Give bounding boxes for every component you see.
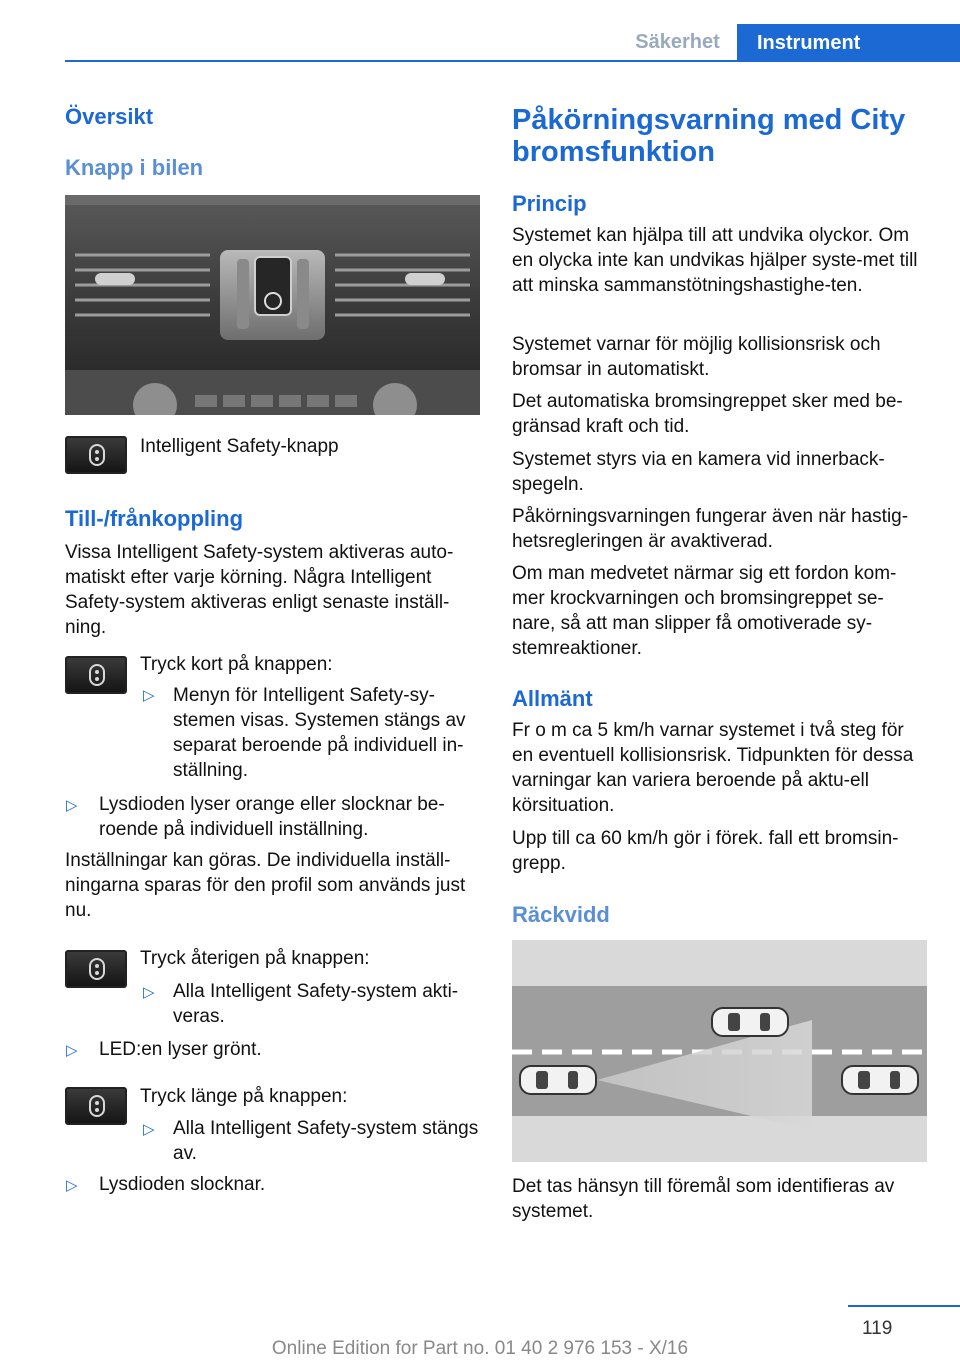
- footer-edition: Online Edition for Part no. 01 40 2 976 153 - X/16: [271, 1338, 689, 1359]
- dashboard-photo: [65, 195, 480, 415]
- header-chapter-tab[interactable]: Instrument: [737, 24, 960, 62]
- bullet-icon: ▷: [143, 984, 155, 1001]
- section-title-line-2: bromsfunktion: [512, 136, 715, 168]
- heading-oversikt: Översikt: [65, 104, 154, 129]
- settings-note: Inställningar kan göras. De individuella inställ-ningarna sparas för den profil som används just nu.: [65, 850, 466, 921]
- long-press-label: Tryck länge på knappen:: [140, 1086, 348, 1107]
- bullet-icon: ▷: [66, 797, 78, 814]
- bullet-icon: ▷: [66, 1042, 78, 1059]
- car-front: [712, 1008, 788, 1036]
- short-press-bullet-2: Lysdioden lyser orange eller slocknar be-roende på individuell inställning.: [99, 794, 445, 840]
- bullet-icon: ▷: [143, 1121, 155, 1138]
- safety-button-icon: [65, 436, 127, 474]
- range-illustration: [512, 940, 927, 1162]
- princip-paragraph-4: Systemet styrs via en kamera vid innerback-spegeln.: [512, 449, 885, 495]
- footer-rule: [848, 1305, 960, 1307]
- princip-paragraph-6: Om man medvetet närmar sig ett fordon kom-mer krockvarningen och bromsingreppet se-nare, så att man slipper få omotiverade sy-stemreaktioner.: [512, 563, 897, 659]
- range-caption: Det tas hänsyn till föremål som identifieras av systemet.: [512, 1176, 895, 1222]
- short-press-label: Tryck kort på knappen:: [140, 654, 333, 675]
- heading-allmant: Allmänt: [512, 686, 593, 711]
- princip-paragraph-1: Systemet kan hjälpa till att undvika olyckor. Om en olycka inte kan undvikas hjälper syste-met till att minska sammanstötningshastighe-ten.: [512, 225, 918, 296]
- bullet-icon: ▷: [143, 687, 155, 704]
- again-press-label: Tryck återigen på knappen:: [140, 948, 370, 969]
- safety-button-icon-short: [65, 656, 127, 694]
- again-press-bullet-1: Alla Intelligent Safety-system akti-veras.: [173, 981, 459, 1027]
- car-ahead: [842, 1066, 918, 1094]
- page-number: 119: [862, 1318, 893, 1339]
- princip-paragraph-5: Påkörningsvarningen fungerar även när hastig-hetsregleringen är avaktiverad.: [512, 506, 909, 552]
- safety-button-icon-again: [65, 950, 127, 988]
- button-caption: Intelligent Safety-knapp: [140, 436, 339, 457]
- short-press-bullet-1: Menyn för Intelligent Safety-sy-stemen visas. Systemen stängs av separat beroende på individuell in-ställning.: [173, 685, 466, 781]
- intro-paragraph: Vissa Intelligent Safety-system aktiveras auto-matiskt efter varje körning. Några Intelligent Safety-system aktiveras enligt senaste inställ-ning.: [65, 542, 454, 638]
- again-press-bullet-2: LED:en lyser grönt.: [99, 1039, 262, 1060]
- heading-princip: Princip: [512, 191, 587, 216]
- princip-paragraph-2: Systemet varnar för möjlig kollisionsrisk och bromsar in automatiskt.: [512, 334, 881, 380]
- bullet-icon: ▷: [66, 1177, 78, 1194]
- allmant-paragraph-2: Upp till ca 60 km/h gör i förek. fall ett bromsin-grepp.: [512, 828, 899, 874]
- car-ego: [520, 1066, 596, 1094]
- safety-button-icon-long: [65, 1087, 127, 1125]
- long-press-bullet-1: Alla Intelligent Safety-system stängs av.: [173, 1118, 479, 1164]
- heading-knapp: Knapp i bilen: [65, 155, 204, 180]
- section-title-line-1: Påkörningsvarning med City: [512, 104, 906, 136]
- header-rule: [65, 60, 960, 62]
- heading-till-frankoppling: Till-/frånkoppling: [65, 506, 244, 531]
- allmant-paragraph-1: Fr o m ca 5 km/h varnar systemet i två steg för en eventuell kollisionsrisk. Tidpunkten för dessa varningar kan variera beroende på aktu-ell körsituation.: [512, 720, 914, 816]
- long-press-bullet-2: Lysdioden slocknar.: [99, 1174, 266, 1195]
- heading-rackvidd: Räckvidd: [512, 902, 610, 927]
- header-section-tab[interactable]: Säkerhet: [635, 31, 720, 53]
- princip-paragraph-3: Det automatiska bromsingreppet sker med be-gränsad kraft och tid.: [512, 391, 903, 437]
